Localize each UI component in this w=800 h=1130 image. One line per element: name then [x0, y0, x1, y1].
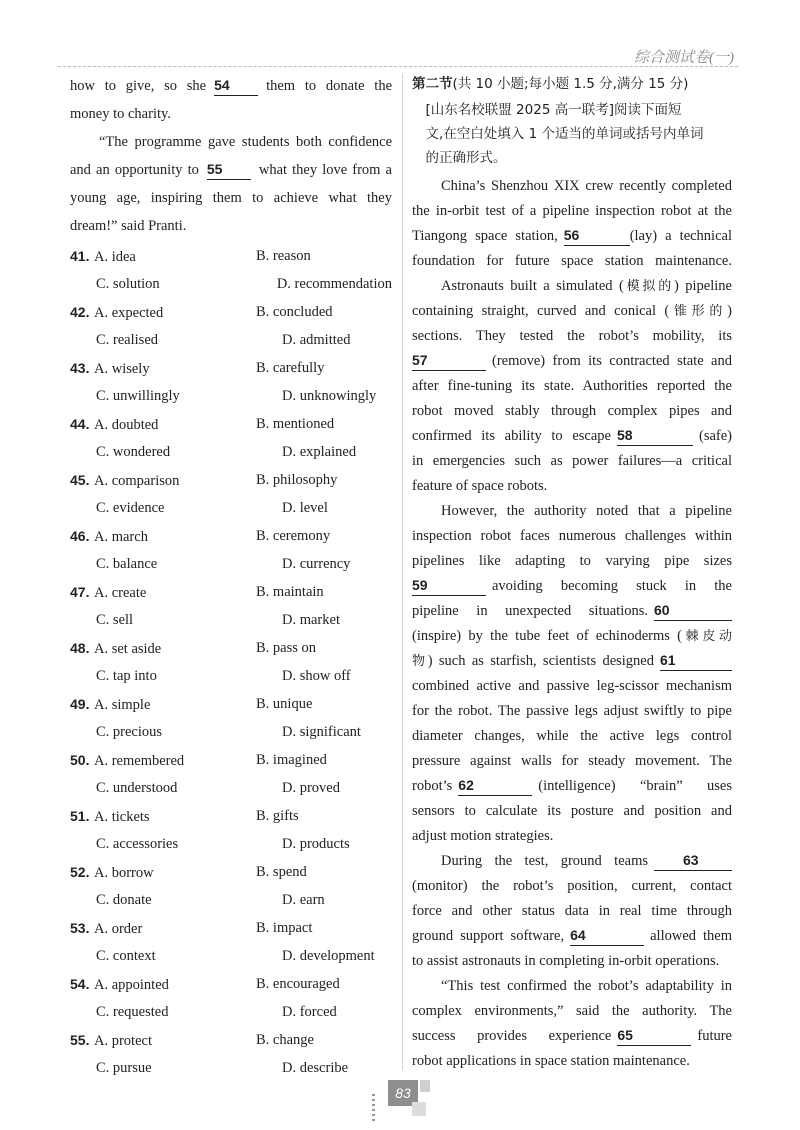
- text: (lay) a technical: [629, 228, 732, 244]
- question-row: [70, 382, 392, 410]
- passage-line: sensors to calculate its posture and position and: [412, 803, 732, 819]
- question-row: [70, 970, 392, 998]
- option-a[interactable]: [70, 354, 256, 382]
- text: (inspire) by the tube feet of echinoderms (: [412, 628, 683, 644]
- question-row: [70, 326, 392, 354]
- text: how to give, so she: [70, 78, 207, 94]
- question-row: [70, 886, 392, 914]
- question-row: [70, 494, 392, 522]
- passage-line: force and other status data in real time through: [412, 903, 732, 919]
- question-number: 52.: [70, 864, 90, 880]
- text: containing straight, curved and conical (: [412, 303, 670, 319]
- passage-line: [412, 924, 732, 949]
- blank-59[interactable]: 59: [412, 575, 486, 596]
- option-a-label: A. borrow: [94, 865, 154, 881]
- option-b[interactable]: B. change: [256, 1032, 314, 1048]
- option-c[interactable]: C. requested: [96, 1004, 169, 1020]
- option-c[interactable]: C. balance: [96, 556, 158, 572]
- question-row: [70, 746, 392, 774]
- question-row: [70, 242, 392, 270]
- passage-line: [70, 156, 392, 184]
- option-b[interactable]: B. concluded: [256, 304, 333, 320]
- option-c[interactable]: C. solution: [96, 276, 160, 292]
- option-a-label: A. set aside: [94, 641, 162, 657]
- chinese-gloss: 锥形的: [669, 304, 728, 319]
- option-d[interactable]: D. admitted: [282, 332, 351, 348]
- passage-line: foundation for future space station maintenance.: [412, 253, 732, 269]
- text: confirmed its ability to escape: [412, 428, 611, 444]
- text: them to donate the: [266, 78, 392, 94]
- passage-line: to assist astronauts in completing in-orbit operations.: [412, 953, 720, 969]
- option-b[interactable]: B. ceremony: [256, 528, 331, 544]
- page-number-decoration: [420, 1080, 430, 1092]
- page-number-decoration: [412, 1102, 426, 1116]
- question-row: [70, 466, 392, 494]
- question-row: [70, 802, 392, 830]
- passage-line: inspection robot faces numerous challenges within: [412, 528, 732, 544]
- question-number: 55.: [70, 1032, 90, 1048]
- blank-60[interactable]: 60: [654, 600, 732, 621]
- passage-line: [412, 574, 732, 599]
- passage-line: China’s Shenzhou XIX crew recently completed: [441, 178, 732, 194]
- question-row: [70, 718, 392, 746]
- text: avoiding becoming stuck in the: [492, 578, 732, 594]
- option-a-label: A. idea: [94, 249, 136, 265]
- question-row: [70, 298, 392, 326]
- blank-63[interactable]: 63: [654, 850, 732, 871]
- passage-line: in emergencies such as power failures—a critical: [412, 453, 732, 469]
- option-b[interactable]: B. pass on: [256, 640, 317, 656]
- passage-line: (monitor) the robot’s position, current, contact: [412, 878, 732, 894]
- option-c[interactable]: C. donate: [96, 892, 152, 908]
- question-number: 50.: [70, 752, 90, 768]
- option-c[interactable]: C. tap into: [96, 668, 157, 684]
- passage-line: pressure against walls for steady movement. The: [412, 753, 732, 769]
- question-row: [70, 270, 392, 298]
- passage-line: combined active and passive leg-scissor mechanism: [412, 678, 732, 694]
- passage-line: after fine-tuning its state. Authorities reported the: [412, 378, 732, 394]
- text: (intelligence) “brain” uses: [538, 778, 732, 794]
- option-a-label: A. protect: [94, 1033, 152, 1049]
- option-a-label: A. comparison: [94, 473, 180, 489]
- passage-line: [412, 599, 732, 624]
- text: success provides experience: [412, 1028, 612, 1044]
- option-b[interactable]: B. mentioned: [256, 416, 335, 432]
- option-a[interactable]: [70, 690, 256, 718]
- text: During the test, ground teams: [441, 853, 648, 869]
- question-number: 48.: [70, 640, 90, 656]
- question-row: [70, 914, 392, 942]
- option-a[interactable]: [70, 466, 256, 494]
- passage-line: money to charity.: [70, 106, 171, 122]
- option-d[interactable]: D. proved: [282, 780, 340, 796]
- passage-line: [412, 649, 732, 674]
- passage-line: [412, 849, 732, 874]
- option-a-label: A. appointed: [94, 977, 169, 993]
- column-divider: [402, 74, 403, 1070]
- option-d[interactable]: D. earn: [282, 892, 325, 908]
- question-number: 49.: [70, 696, 90, 712]
- option-c[interactable]: C. accessories: [96, 836, 179, 852]
- option-d[interactable]: D. recommendation: [276, 276, 392, 292]
- question-row: [70, 522, 392, 550]
- question-row: [70, 998, 392, 1026]
- question-row: [70, 858, 392, 886]
- right-column: [412, 72, 732, 1074]
- passage-line: sections. They tested the robot’s mobility, its: [412, 328, 732, 344]
- option-b[interactable]: B. spend: [256, 864, 307, 880]
- option-a-label: A. order: [94, 921, 143, 937]
- text: ): [727, 303, 732, 319]
- option-a[interactable]: [70, 858, 256, 886]
- option-d[interactable]: D. products: [282, 836, 350, 852]
- question-row: [70, 354, 392, 382]
- passage-line: [70, 72, 392, 100]
- option-d[interactable]: D. show off: [282, 668, 351, 684]
- option-a-label: A. march: [94, 529, 148, 545]
- passage-line: robot applications in space station maintenance.: [412, 1053, 690, 1069]
- passage-line: [412, 424, 732, 449]
- option-a-label: A. wisely: [94, 361, 150, 377]
- blank-64[interactable]: 64: [570, 925, 644, 946]
- option-d[interactable]: D. explained: [282, 444, 357, 460]
- option-b[interactable]: B. reason: [256, 248, 311, 264]
- passage-line: for the robot. The passive legs adjust swiftly to pipe: [412, 703, 732, 719]
- passage-line: [412, 1024, 732, 1049]
- option-a-label: A. create: [94, 585, 147, 601]
- question-row: [70, 1054, 392, 1082]
- blank-58[interactable]: 58: [617, 425, 693, 446]
- question-row: [70, 662, 392, 690]
- option-c[interactable]: C. pursue: [96, 1060, 152, 1076]
- chinese-gloss: 模拟的: [623, 279, 675, 294]
- option-d[interactable]: D. development: [282, 948, 375, 964]
- passage-line: [412, 774, 732, 799]
- answer-options: [70, 242, 392, 1082]
- question-row: [70, 830, 392, 858]
- question-number: 53.: [70, 920, 90, 936]
- text: ) pipeline: [674, 278, 732, 294]
- option-c[interactable]: C. understood: [96, 780, 178, 796]
- option-c[interactable]: C. precious: [96, 724, 163, 740]
- option-b[interactable]: B. impact: [256, 920, 313, 936]
- test-paper-title: 综合测试卷(一): [634, 50, 734, 66]
- blank-55[interactable]: 55: [207, 159, 251, 180]
- passage-line: [412, 349, 732, 374]
- option-d[interactable]: D. describe: [282, 1060, 349, 1076]
- intro-line: 文,在空白处填入 1 个适当的单词或括号内单词: [425, 126, 704, 142]
- text: Astronauts built a simulated (: [441, 278, 624, 294]
- text: and an opportunity to: [70, 162, 199, 178]
- option-a[interactable]: [70, 578, 256, 606]
- blank-65[interactable]: 65: [617, 1025, 691, 1046]
- passage-line: “The programme gave students both confidence: [99, 134, 392, 150]
- question-number: 41.: [70, 248, 90, 264]
- passage-line: [412, 274, 732, 299]
- passage-line: [412, 299, 732, 324]
- instructions: [412, 98, 732, 170]
- chinese-gloss: 物: [412, 654, 428, 669]
- option-d[interactable]: D. significant: [282, 724, 361, 740]
- passage-line: young age, inspiring them to achieve what they: [70, 190, 392, 206]
- question-number: 45.: [70, 472, 90, 488]
- option-a[interactable]: [70, 522, 256, 550]
- blank-57[interactable]: 57: [412, 350, 486, 371]
- page-number: 83: [388, 1080, 418, 1106]
- question-number: 54.: [70, 976, 90, 992]
- section-title: 第二节: [412, 76, 453, 92]
- question-row: [70, 606, 392, 634]
- question-row: [70, 410, 392, 438]
- passage-line: robot moved stably through complex pipes and: [412, 403, 732, 419]
- question-number: 51.: [70, 808, 90, 824]
- question-row: [70, 438, 392, 466]
- question-number: 42.: [70, 304, 90, 320]
- question-number: 46.: [70, 528, 90, 544]
- passage-line: diameter changes, while the active legs control: [412, 728, 732, 744]
- text: what they love from a: [258, 162, 392, 178]
- option-a[interactable]: [70, 970, 256, 998]
- option-a-label: A. tickets: [94, 809, 150, 825]
- passage-line: [412, 624, 732, 649]
- option-b[interactable]: B. encouraged: [256, 976, 340, 992]
- option-a-label: A. expected: [94, 305, 164, 321]
- option-b[interactable]: B. philosophy: [256, 472, 338, 488]
- question-row: [70, 550, 392, 578]
- option-d[interactable]: D. market: [282, 612, 340, 628]
- option-a[interactable]: [70, 410, 256, 438]
- option-a[interactable]: [70, 298, 256, 326]
- option-a-label: A. remembered: [94, 753, 185, 769]
- option-d[interactable]: D. forced: [282, 1004, 337, 1020]
- option-d[interactable]: D. unknowingly: [282, 388, 377, 404]
- section-info: (共 10 小题;每小题 1.5 分,满分 15 分): [452, 76, 689, 92]
- option-c[interactable]: C. wondered: [96, 444, 171, 460]
- blank-56[interactable]: 56: [564, 225, 630, 246]
- passage-line: “This test confirmed the robot’s adaptability in: [441, 978, 732, 994]
- question-number: 43.: [70, 360, 90, 376]
- option-a[interactable]: [70, 1026, 256, 1054]
- left-column: [70, 72, 392, 1082]
- text: ) such as starfish, scientists designed: [427, 653, 654, 669]
- text: allowed them: [650, 928, 732, 944]
- option-b[interactable]: B. imagined: [256, 752, 327, 768]
- option-b[interactable]: B. maintain: [256, 584, 324, 600]
- question-row: [70, 634, 392, 662]
- option-c[interactable]: C. evidence: [96, 500, 165, 516]
- text: robot’s: [412, 778, 453, 794]
- chinese-gloss: 棘皮动: [682, 629, 732, 644]
- blank-62[interactable]: 62: [458, 775, 532, 796]
- passage-line: [412, 224, 732, 249]
- option-d[interactable]: D. level: [282, 500, 328, 516]
- question-row: [70, 1026, 392, 1054]
- question-row: [70, 942, 392, 970]
- option-b[interactable]: B. gifts: [256, 808, 299, 824]
- question-row: [70, 690, 392, 718]
- option-a-label: A. simple: [94, 697, 151, 713]
- option-b[interactable]: B. carefully: [256, 360, 325, 376]
- blank-61[interactable]: 61: [660, 650, 732, 671]
- option-c[interactable]: C. realised: [96, 332, 159, 348]
- section-header: [412, 72, 732, 96]
- option-d[interactable]: D. currency: [282, 556, 351, 572]
- option-c[interactable]: C. unwillingly: [96, 388, 180, 404]
- passage-line: complex environments,” said the authority. The: [412, 1003, 732, 1019]
- text: (safe): [698, 428, 732, 444]
- text: (remove) from its contracted state and: [492, 353, 732, 369]
- option-a[interactable]: [70, 634, 256, 662]
- text: ground support software,: [412, 928, 565, 944]
- passage-line: the in-orbit test of a pipeline inspection robot at the: [412, 203, 732, 219]
- intro-line: [山东名校联盟 2025 高一联考]阅读下面短: [425, 102, 682, 118]
- option-a[interactable]: [70, 914, 256, 942]
- question-number: 44.: [70, 416, 90, 432]
- passage-line: However, the authority noted that a pipeline: [441, 503, 732, 519]
- option-a[interactable]: [70, 802, 256, 830]
- text: pipeline in unexpected situations.: [412, 603, 648, 619]
- text: future: [697, 1028, 732, 1044]
- passage-line: adjust motion strategies.: [412, 828, 554, 844]
- question-row: [70, 774, 392, 802]
- option-a[interactable]: [70, 242, 256, 270]
- passage-line: dream!” said Pranti.: [70, 218, 187, 234]
- blank-54[interactable]: 54: [214, 75, 258, 96]
- passage-line: pipelines like adapting to varying pipe sizes: [412, 553, 732, 569]
- question-row: [70, 578, 392, 606]
- question-number: 47.: [70, 584, 90, 600]
- option-a[interactable]: [70, 746, 256, 774]
- passage-line: feature of space robots.: [412, 478, 548, 494]
- header-rule: [58, 66, 738, 67]
- option-c[interactable]: C. context: [96, 948, 156, 964]
- text: Tiangong space station,: [412, 228, 558, 244]
- option-b[interactable]: B. unique: [256, 696, 313, 712]
- option-a-label: A. doubted: [94, 417, 159, 433]
- intro-line: 的正确形式。: [425, 150, 507, 166]
- dotted-decoration: [372, 1094, 375, 1122]
- option-c[interactable]: C. sell: [96, 612, 134, 628]
